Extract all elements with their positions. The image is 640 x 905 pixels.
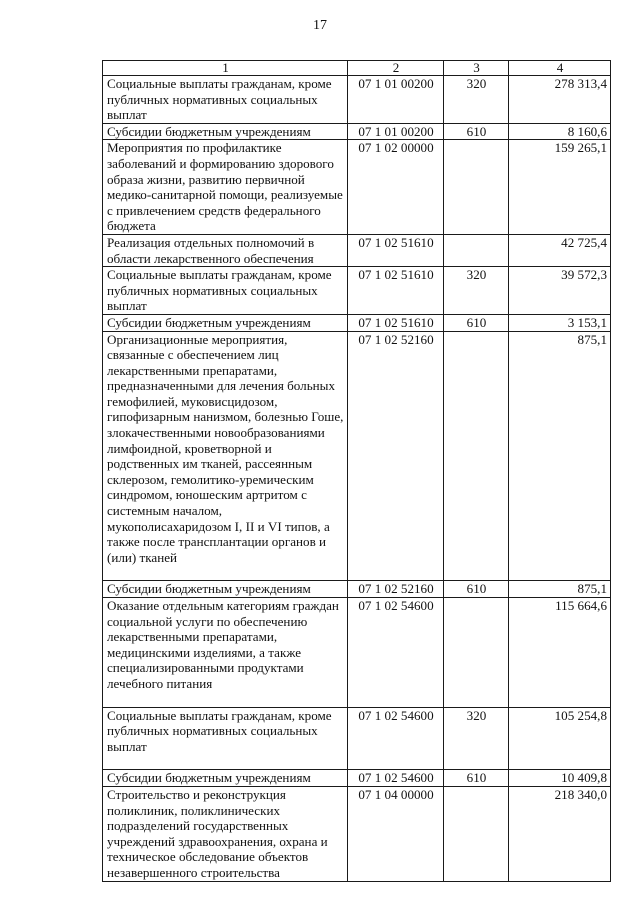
row-name: Строительство и реконструкция поликлиник, поликлинических подразделений государственных учреждений здравоохранения, охрана и техническое обследование объектов незавершенного строительства [103,786,348,881]
budget-table [102,60,611,882]
row-target-article: 07 1 02 51610 [348,267,444,315]
row-expense-type [444,786,509,881]
row-target-article: 07 1 02 52160 [348,581,444,598]
row-name: Социальные выплаты гражданам, кроме публичных нормативных социальных выплат [103,76,348,124]
column-header-target-article: 2 [348,61,444,76]
row-amount: 218 340,0 [509,786,611,881]
row-amount: 42 725,4 [509,234,611,266]
table-row [103,598,611,708]
table-row [103,314,611,331]
row-amount: 8 160,6 [509,123,611,140]
row-name: Организационные мероприятия, связанные с обеспечением лиц лекарственными препаратами, предназначенными для лечения больных гемофилией, муковисцидозом, гипофизарным нанизмом, болезнью Гоше, злокачественными новообразованиями лимфоидной, кроветворной и родственных им тканей, рассеянным склерозом, гемолитико-уремическим синдромом, юношеским артритом с системным началом, мукополисахаридозом I, II и VI типов, а также после трансплантации органов и (или) тканей [103,331,348,581]
table-row [103,581,611,598]
row-expense-type [444,234,509,266]
table-row [103,267,611,315]
row-name: Субсидии бюджетным учреждениям [103,581,348,598]
row-target-article: 07 1 01 00200 [348,76,444,124]
row-target-article: 07 1 02 51610 [348,314,444,331]
row-expense-type: 610 [444,314,509,331]
row-expense-type: 610 [444,123,509,140]
row-name: Социальные выплаты гражданам, кроме публичных нормативных социальных выплат [103,267,348,315]
table-row [103,140,611,235]
row-amount: 10 409,8 [509,770,611,787]
row-expense-type: 320 [444,707,509,770]
table-row [103,707,611,770]
row-expense-type: 320 [444,267,509,315]
row-target-article: 07 1 02 51610 [348,234,444,266]
row-target-article: 07 1 02 54600 [348,707,444,770]
column-header-amount: 4 [509,61,611,76]
row-amount: 875,1 [509,581,611,598]
table-header-row [103,61,611,76]
table-row [103,76,611,124]
row-name: Мероприятия по профилактике заболеваний и формированию здорового образа жизни, развитию первичной медико-санитарной помощи, реализуемые с привлечением средств федерального бюджета [103,140,348,235]
table-row [103,331,611,581]
row-target-article: 07 1 04 00000 [348,786,444,881]
table-row [103,123,611,140]
row-name: Субсидии бюджетным учреждениям [103,123,348,140]
row-expense-type: 610 [444,581,509,598]
row-name: Реализация отдельных полномочий в области лекарственного обеспечения [103,234,348,266]
table-row [103,770,611,787]
row-amount: 105 254,8 [509,707,611,770]
table-row [103,786,611,881]
row-name: Субсидии бюджетным учреждениям [103,770,348,787]
row-target-article: 07 1 02 00000 [348,140,444,235]
row-expense-type [444,140,509,235]
row-target-article: 07 1 02 54600 [348,598,444,708]
column-header-expense-type: 3 [444,61,509,76]
row-target-article: 07 1 02 52160 [348,331,444,581]
row-amount: 159 265,1 [509,140,611,235]
row-expense-type [444,331,509,581]
row-name: Субсидии бюджетным учреждениям [103,314,348,331]
row-amount: 875,1 [509,331,611,581]
page-number: 17 [313,18,327,33]
row-name: Оказание отдельным категориям граждан социальной услуги по обеспечению лекарственными препаратами, медицинскими изделиями, а также специализированными продуктами лечебного питания [103,598,348,708]
column-header-name: 1 [103,61,348,76]
row-amount: 39 572,3 [509,267,611,315]
table-row [103,234,611,266]
row-amount: 278 313,4 [509,76,611,124]
row-target-article: 07 1 02 54600 [348,770,444,787]
row-name: Социальные выплаты гражданам, кроме публичных нормативных социальных выплат [103,707,348,770]
row-expense-type [444,598,509,708]
row-expense-type: 320 [444,76,509,124]
row-target-article: 07 1 01 00200 [348,123,444,140]
row-amount: 115 664,6 [509,598,611,708]
row-expense-type: 610 [444,770,509,787]
row-amount: 3 153,1 [509,314,611,331]
